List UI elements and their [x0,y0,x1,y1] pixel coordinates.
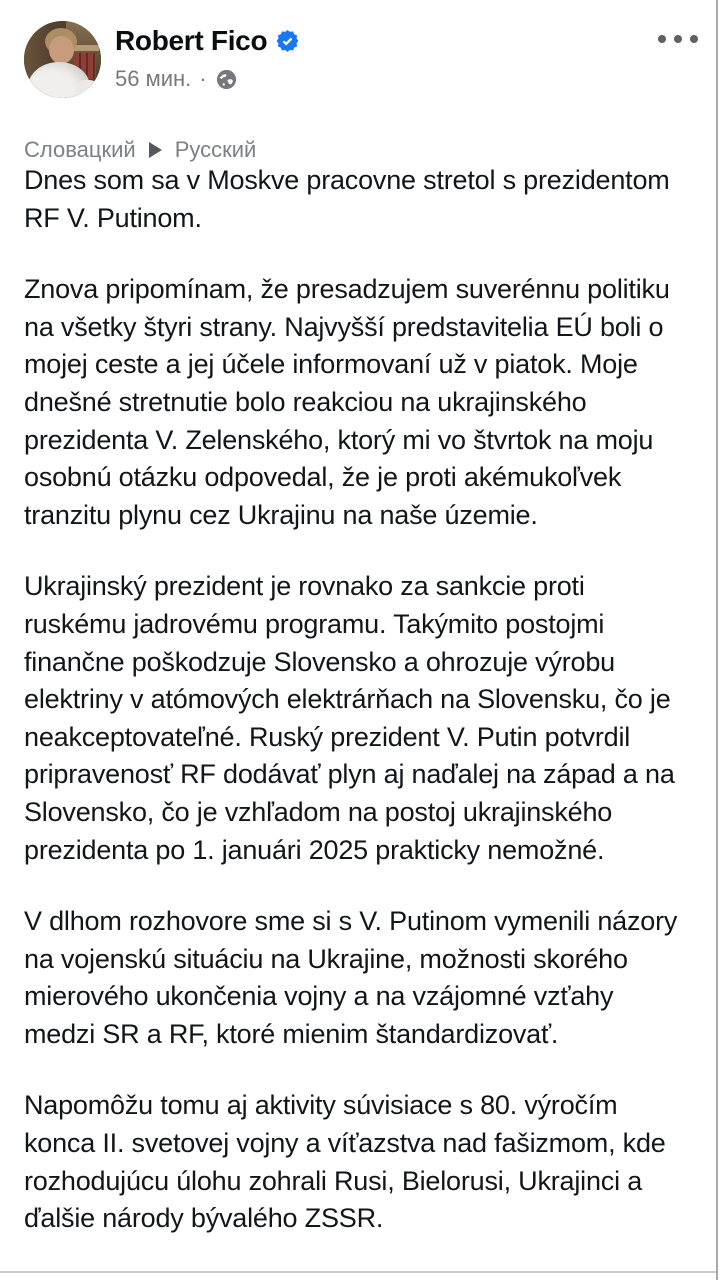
dot-separator: · [199,66,207,91]
post-text [24,162,686,1272]
target-language-label: Русский [174,137,257,162]
post-paragraph: Napomôžu tomu aj aktivity súvisiace s 80. výročím konca II. svetovej vojny a víťazstva nad fašizmom, kde rozhodujúcu úlohu zohrali Rusi, Bielorusi, Ukrajinci a ďalšie národy bývalého ZSSR. [24,1090,666,1234]
menu-dot [658,35,666,43]
verified-badge-icon [276,30,299,53]
menu-dot [674,35,682,43]
translation-bar[interactable] [24,137,256,163]
timestamp[interactable]: 56 мин. [115,66,192,91]
timestamp-row[interactable] [115,66,299,92]
avatar-arm [76,80,98,96]
author-row[interactable] [115,25,299,57]
play-arrow-icon [149,142,162,158]
source-language-label: Словацкий [24,137,136,162]
author-name[interactable]: Robert Fico [115,25,268,56]
post-paragraph: Ukrajinský prezident je rovnako za sankcie proti ruskému jadrovému programu. Takýmito postojmi finančne poškodzuje Slovensko a ohrozuje výrobu elektriny v atómových elektrárňach na Slovensku, čo je neakceptovateľné. Ruský prezident V. Putin potvrdil pripravenosť RF dodávať plyn aj naďalej na západ a na Slovensko, čo je vzhľadom na postoj ukrajinského prezidenta po 1. januári 2025 prakticky nemožné. [24,571,675,865]
globe-icon [215,68,238,91]
post-paragraph: Znova pripomínam, že presadzujem suverénnu politiku na všetky štyri strany. Najvyšší predstavitelia EÚ boli o mojej ceste a jej účele informovaní už v piatok. Moje dnešné stretnutie bolo reakciou na ukrajinského prezidenta V. Zelenského, ktorý mi vo štvrtok na moju osobnú otázku odpovedal, že je proti akémukoľvek tranzitu plynu cez Ukrajinu na naše územie. [24,274,670,530]
screen-bottom-edge [0,1271,716,1273]
post-paragraph: Dnes som sa v Moskve pracovne stretol s prezidentom RF V. Putinom. [24,165,670,233]
post-menu-button[interactable] [654,31,702,47]
post-header [24,21,681,98]
menu-dot [690,35,698,43]
header-text [115,21,299,98]
screen-right-edge [716,0,718,1280]
avatar-face [49,36,74,64]
avatar[interactable] [24,21,101,98]
post-paragraph: V dlhom rozhovore sme si s V. Putinom vymenili názory na vojenskú situáciu na Ukrajine, možnosti skorého mierového ukončenia vojny a na vzájomné vzťahy medzi SR a RF, ktoré mienim štandardizovať. [24,906,678,1049]
